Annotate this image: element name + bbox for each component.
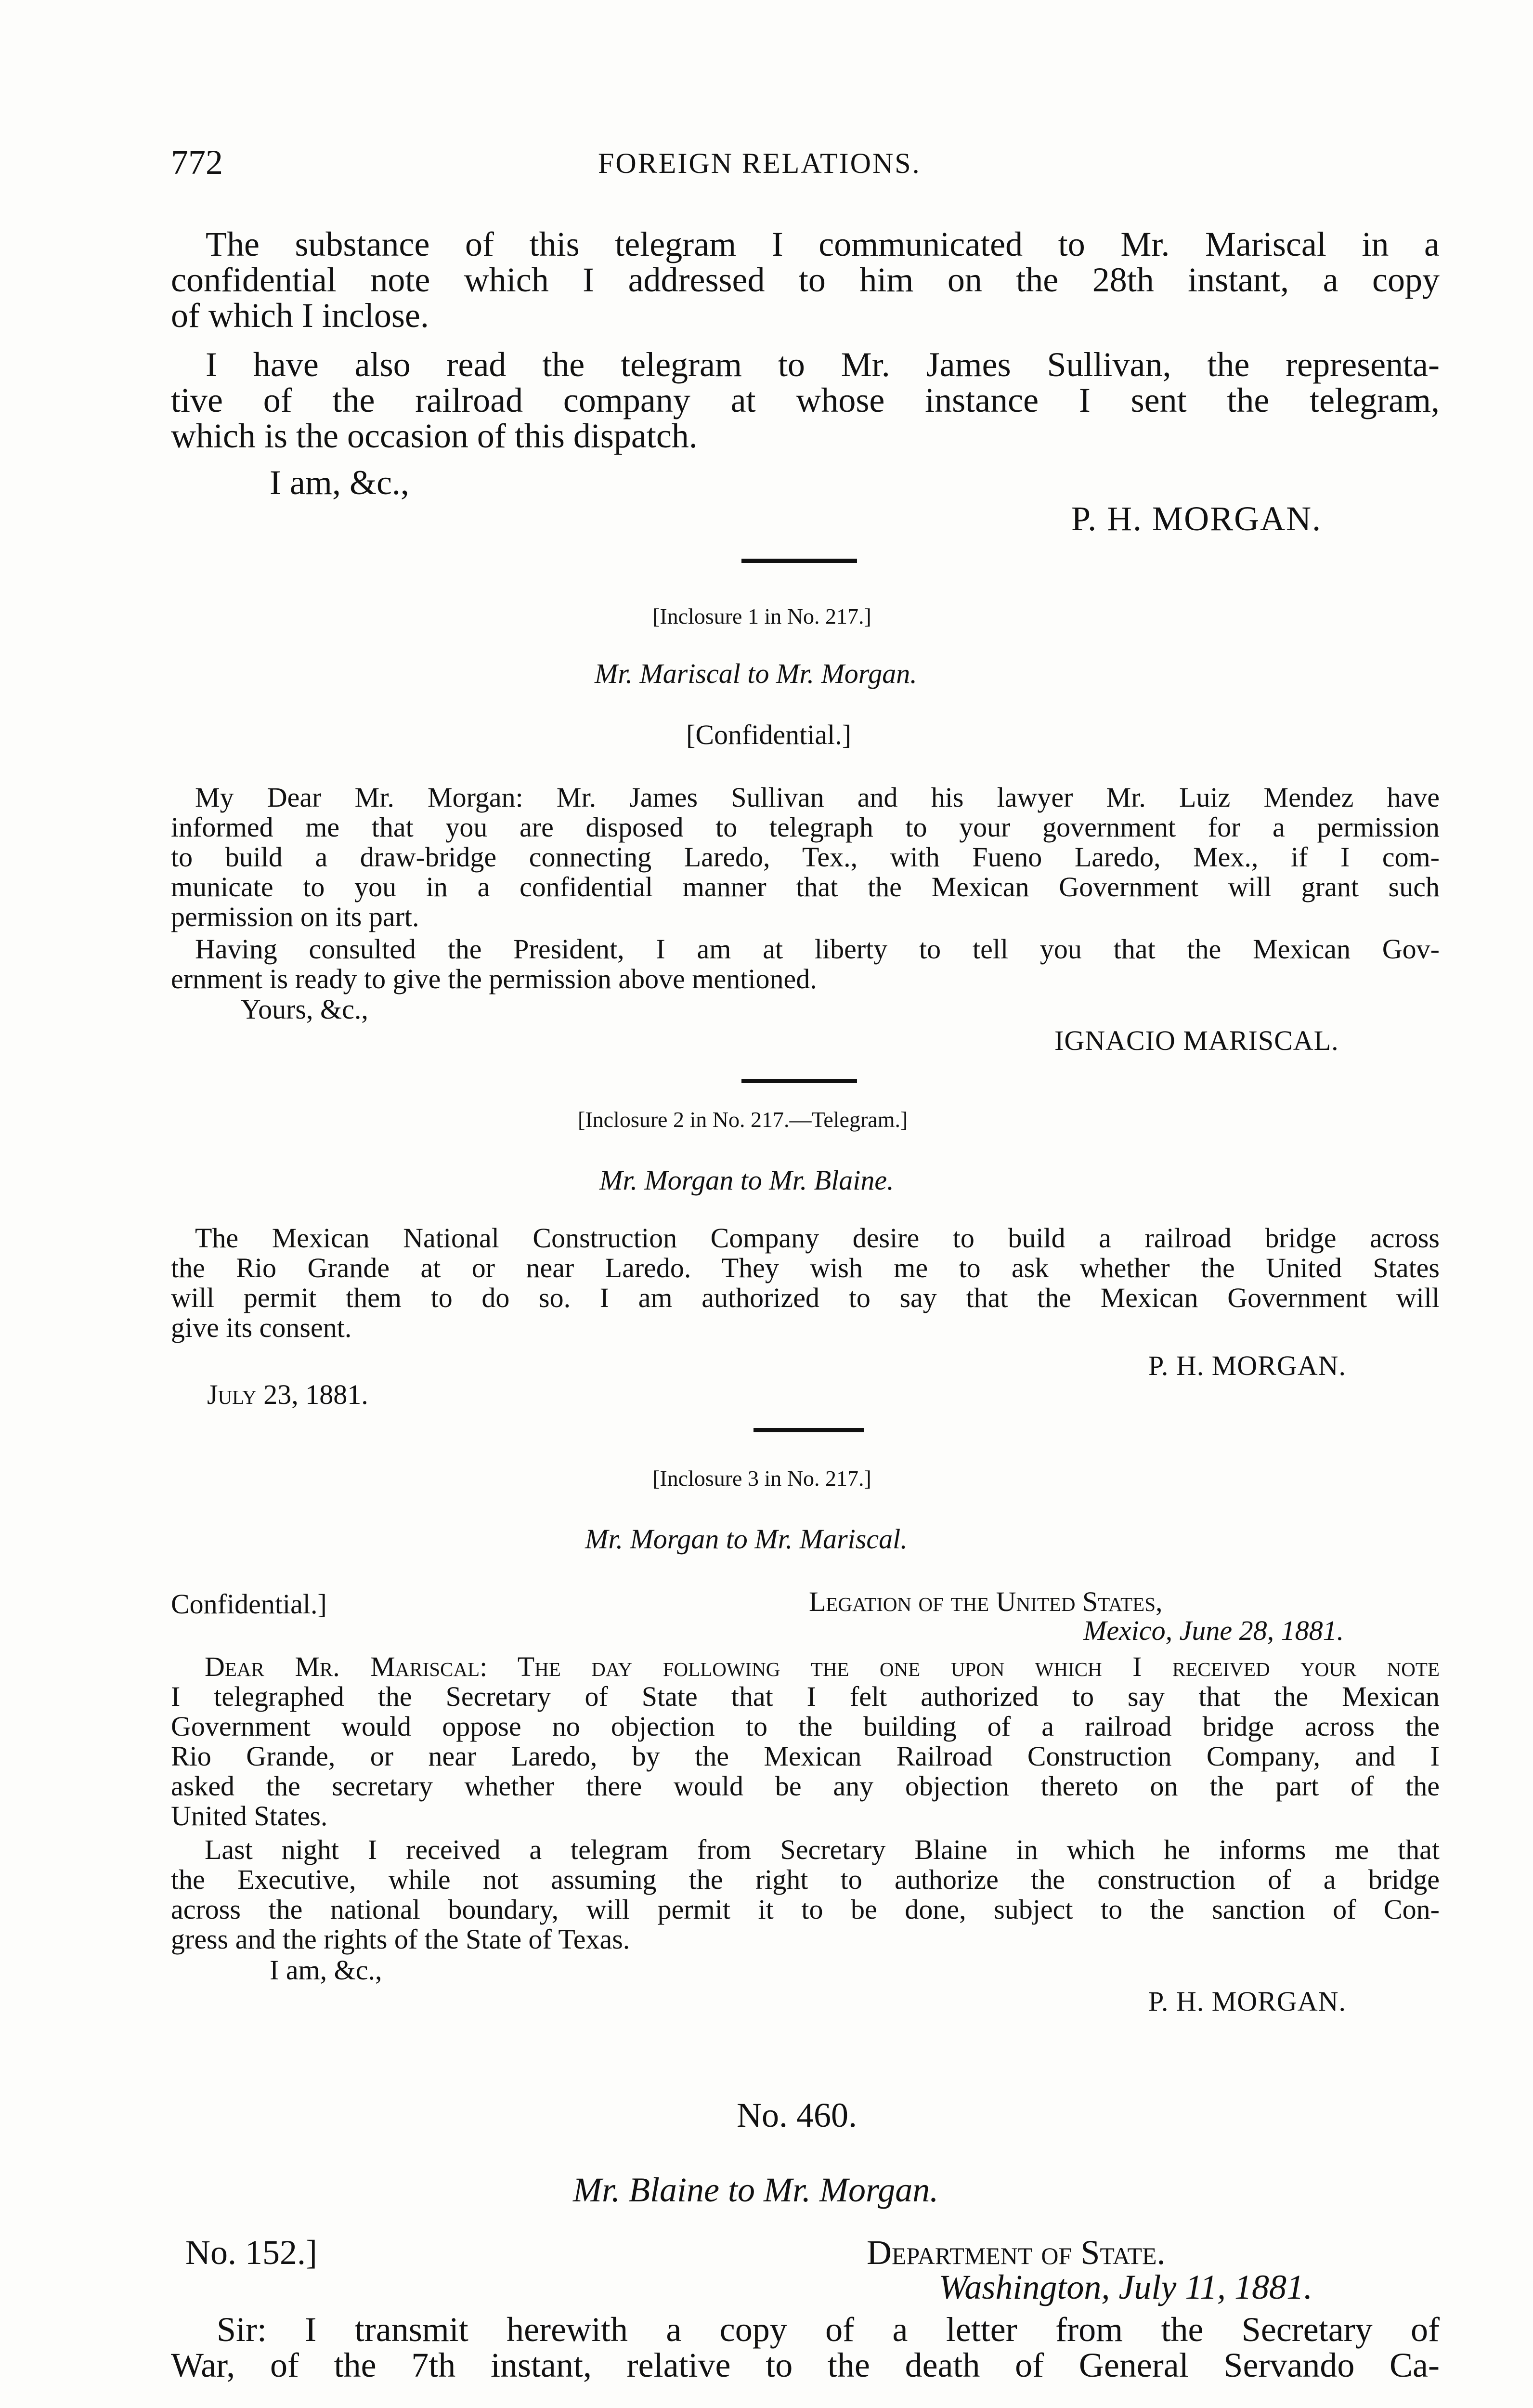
text-line: the Executive, while not assuming the right to authorize the construction of a bridge [171,1864,1440,1895]
section-divider [741,559,857,563]
inclosure-1-closing: Yours, &c., [241,994,368,1025]
inclosure-3-place-date: Mexico, June 28, 1881. [1083,1615,1344,1646]
text-line: to build a draw-bridge connecting Laredo, Tex., with Fueno Laredo, Mex., if I com- [171,841,1440,873]
text-line: The Mexican National Construction Company desire to build a railroad bridge across [195,1222,1440,1254]
intro-paragraph-2 [171,347,1440,454]
document-place-date: Washington, July 11, 1881. [939,2268,1312,2306]
inclosure-3-title: Mr. Morgan to Mr. Mariscal. [585,1523,908,1555]
text-line: of which I inclose. [171,296,429,335]
text-line: Sir: I transmit herewith a copy of a letter from the Secretary of [217,2310,1440,2349]
text-line: which is the occasion of this dispatch. [171,417,698,455]
text-line: confidential note which I addressed to him on the 28th instant, a copy [171,261,1440,299]
text-line: across the national boundary, will permit it to be done, subject to the sanction of Con- [171,1894,1440,1925]
text-line: I telegraphed the Secretary of State that I felt authorized to say that the Mexican [171,1681,1440,1712]
running-title: FOREIGN RELATIONS. [598,147,921,179]
document-number: No. 460. [737,2096,857,2134]
text-line: War, of the 7th instant, relative to the death of General Servando Ca- [171,2346,1440,2384]
text-line: will permit them to do so. I am authorized to say that the Mexican Government will [171,1282,1440,1313]
inclosure-3-closing: I am, &c., [270,1954,382,1986]
inclosure-2-signature: P. H. MORGAN. [1148,1350,1347,1381]
inclosure-3-legation: Legation of the United States, [809,1586,1163,1617]
text-line: Last night I received a telegram from Secretary Blaine in which he informs me that [205,1834,1440,1865]
inclosure-1-title: Mr. Mariscal to Mr. Morgan. [595,658,917,689]
text-line: ernment is ready to give the permission above mentioned. [171,963,817,995]
intro-closing: I am, &c., [270,463,409,502]
inclosure-3-signature: P. H. MORGAN. [1148,1986,1347,2017]
inclosure-1-signature: IGNACIO MARISCAL. [1054,1025,1339,1056]
text-line: United States. [171,1800,328,1832]
text-line: gress and the rights of the State of Texas. [171,1924,630,1955]
document-title: Mr. Blaine to Mr. Morgan. [573,2171,939,2209]
text-line: tive of the railroad company at whose instance I sent the telegram, [171,381,1440,419]
inclosure-2-paragraph [171,1223,1440,1343]
document-paragraph [171,2312,1440,2383]
text-line: give its consent. [171,1312,352,1343]
inclosure-2-date: July 23, 1881. [207,1379,368,1410]
inclosure-3-marking: Confidential.] [171,1588,327,1620]
intro-signature: P. H. MORGAN. [1071,499,1322,538]
inclosure-1-label: [Inclosure 1 in No. 217.] [652,604,871,628]
text-line: municate to you in a confidential manner that the Mexican Government will grant such [171,871,1440,903]
text-line: Rio Grande, or near Laredo, by the Mexican Railroad Construction Company, and I [171,1741,1440,1772]
inclosure-3-paragraph-2 [171,1835,1440,1954]
document-department: Department of State. [867,2233,1166,2272]
inclosure-1-paragraph-2 [171,934,1440,994]
text-line: permission on its part. [171,901,419,932]
text-line: Government would oppose no objection to the building of a railroad bridge across the [171,1711,1440,1742]
text-line: Dear Mr. Mariscal: The day following the one upon which I received your note [205,1651,1440,1682]
inclosure-1-marking: [Confidential.] [686,719,852,750]
inclosure-3-label: [Inclosure 3 in No. 217.] [652,1466,871,1491]
intro-paragraph-1 [171,226,1440,333]
text-line: Having consulted the President, I am at liberty to tell you that the Mexican Gov- [195,933,1440,965]
section-divider [754,1428,864,1432]
text-line: My Dear Mr. Morgan: Mr. James Sullivan and his lawyer Mr. Luiz Mendez have [195,782,1440,813]
page-number: 772 [171,143,223,182]
inclosure-1-paragraph-1 [171,783,1440,932]
document-reference: No. 152.] [185,2233,317,2272]
text-line: I have also read the telegram to Mr. James Sullivan, the representa- [206,345,1440,384]
text-line: asked the secretary whether there would be any objection thereto on the part of the [171,1770,1440,1802]
text-line: the Rio Grande at or near Laredo. They wish me to ask whether the United States [171,1252,1440,1283]
section-divider [741,1079,857,1083]
inclosure-2-title: Mr. Morgan to Mr. Blaine. [599,1165,894,1196]
inclosure-2-label: [Inclosure 2 in No. 217.—Telegram.] [578,1107,908,1132]
text-line: The substance of this telegram I communicated to Mr. Mariscal in a [206,225,1440,263]
text-line: informed me that you are disposed to telegraph to your government for a permission [171,811,1440,843]
inclosure-3-paragraph-1 [171,1652,1440,1831]
